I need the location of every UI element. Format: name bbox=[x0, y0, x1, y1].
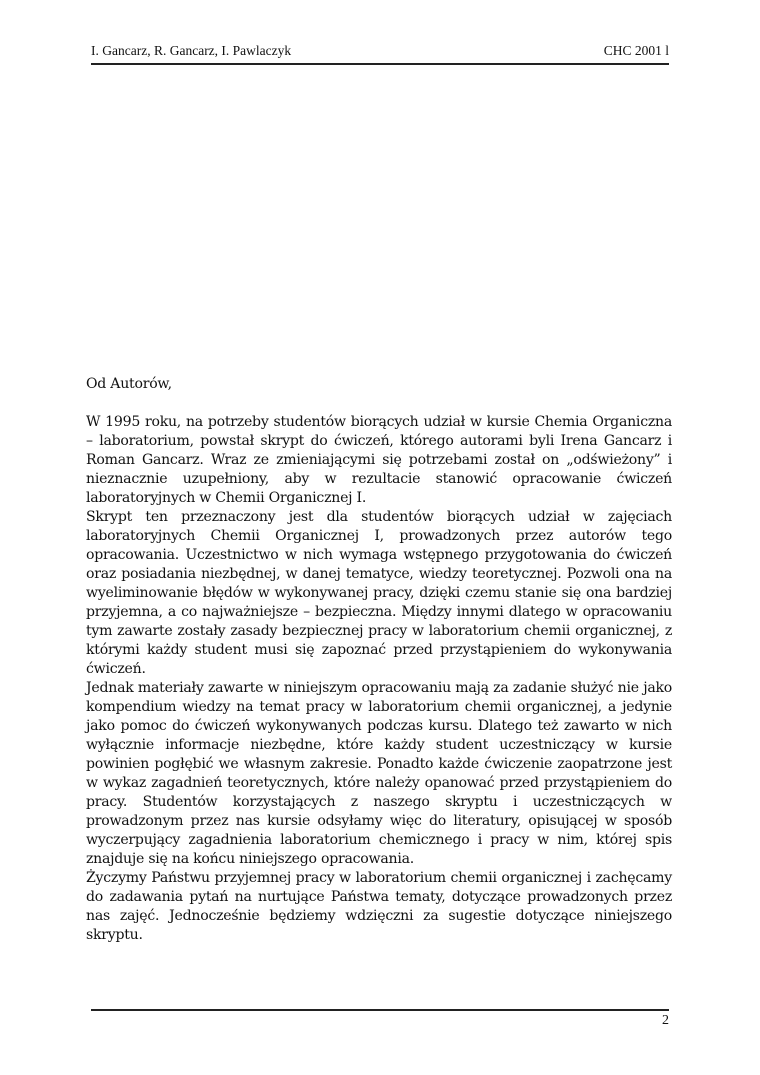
paragraph-scope: Jednak materiały zawarte w niniejszym opracowaniu mają za zadanie służyć nie jako kompendium wiedzy na temat pracy w laboratorium chemii organicznej, a jedynie jako pomoc do ćwiczeń wykonywanych podczas kursu. Dlatego też zawarto w nich wyłącznie informacje niezbędne, które każdy student uczestniczący w kursie powinien pogłębić we własnym zakresie. Ponadto każde ćwiczenie zaopatrzone jest w wykaz zagadnień teoretycznych, które należy opanować przed przystąpieniem do pracy. Studentów korzystających z naszego skryptu i uczestniczących w prowadzonym przez nas kursie odsyłamy więc do literatury, opisującej w sposób wyczerpujący zagadnienia laboratorium chemicznego i pracy w nim, której spis znajduje się na końcu niniejszego opracowania. bbox=[86, 680, 672, 867]
header-document-code: CHC 2001 l bbox=[603, 43, 669, 58]
header-authors: I. Gancarz, R. Gancarz, I. Pawlaczyk bbox=[91, 43, 292, 58]
paragraph-history: W 1995 roku, na potrzeby studentów biorących udział w kursie Chemia Organiczna – laboratorium, powstał skrypt do ćwiczeń, którego autorami byli Irena Gancarz i Roman Gancarz. Wraz ze zmieniającymi się potrzebami został on „odświeżony” i nieznacznie uzupełniony, aby w rezultacie stanowić opracowanie ćwiczeń laboratoryjnych w Chemii Organicznej I. bbox=[86, 414, 672, 506]
greeting: Od Autorów, bbox=[86, 376, 172, 392]
page-number: 2 bbox=[662, 1013, 669, 1028]
footer-rule bbox=[91, 1009, 669, 1011]
blank-line bbox=[86, 394, 672, 413]
paragraph-purpose: Skrypt ten przeznaczony jest dla studentów biorących udział w zajęciach laboratoryjnych Chemii Organicznej I, prowadzonych przez autorów tego opracowania. Uczestnictwo w nich wymaga wstępnego przygotowania do ćwiczeń oraz posiadania niezbędnej, w danej tematyce, wiedzy teoretycznej. Pozwoli ona na wyeliminowanie błędów w wykonywanej pracy, dzięki czemu stanie się ona bardziej przyjemna, a co najważniejsze – bezpieczna. Między innymi dlatego w opracowaniu tym zawarte zostały zasady bezpiecznej pracy w laboratorium chemii organicznej, z którymi każdy student musi się zapoznać przed przystąpieniem do wykonywania ćwiczeń. bbox=[86, 509, 672, 677]
page-header bbox=[91, 41, 669, 65]
paragraph-closing: Życzymy Państwu przyjemnej pracy w laboratorium chemii organicznej i zachęcamy do zadawania pytań na nurtujące Państwa tematy, dotyczące prowadzonych przez nas zajęć. Jednocześnie będziemy wdzięczni za sugestie dotyczące niniejszego skryptu. bbox=[86, 870, 672, 943]
document-body bbox=[86, 375, 672, 945]
